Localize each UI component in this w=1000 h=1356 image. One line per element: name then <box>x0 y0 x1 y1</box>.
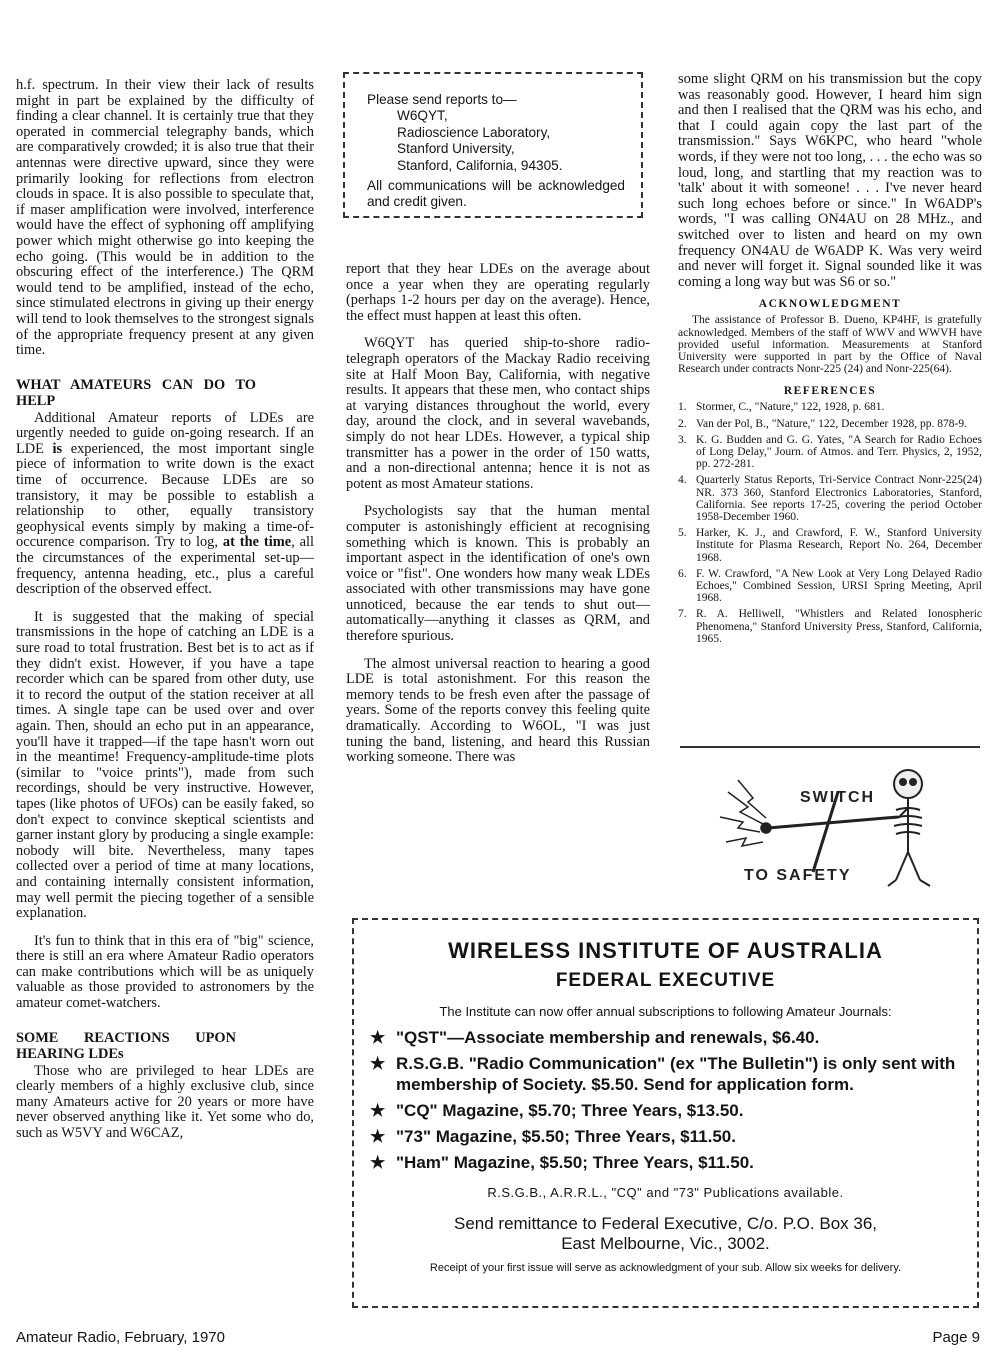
ad-item-text: "QST"—Associate membership and renewals, $6.40. <box>396 1028 820 1047</box>
acknowledgment-heading: ACKNOWLEDGMENT <box>758 298 902 311</box>
paragraph-help-3: It's fun to think that in this era of "big" science, there is still an era where Amateur Radio operators can make contributions which will be as uniquely valuable as those provided to astronomers by the amateur comet-watchers. <box>16 932 314 1012</box>
ad-subscription-list <box>354 1027 977 1173</box>
reports-notice-box <box>343 72 643 218</box>
acknowledgment-text: The assistance of Professor B. Dueno, KP4HF, is gratefully acknowledged. Members of the staff of WWV and WWVH have provided useful information. Measurements at Stanford University were supported in part by the Office of Naval Research under contracts Nonr-225 (24) and Nonr-225(64). <box>678 314 982 376</box>
paragraph-mid-2: W6QYT has queried ship-to-shore radio-telegraph operators of the Mackay Radio receiving site at Half Moon Bay, California, with negative results. It appears that these men, who contact ships at varying distances throughout the world, every day, around the clock, and in several wavebands, simply do not hear LDEs. However, a typical ship transmitter has a power in the order of 150 watts, and a non-directional antenna; hence it is not as potent as most Amateur stations. <box>346 335 650 492</box>
text-span: experienced, the most important single piece of information to write down is the exact time of occurrence. Because LDEs are so transistory, it may be possible to establish a relationship to other, equally transistory geophysical events simply by making a time-of-occurence comparison. Try to log, <box>16 440 314 551</box>
references-heading: REFERENCES <box>783 385 877 398</box>
star-icon: ★ <box>370 1127 386 1146</box>
ad-item-ham <box>370 1152 977 1173</box>
ad-item-cq <box>370 1100 977 1121</box>
star-icon: ★ <box>370 1153 386 1172</box>
ad-item-73 <box>370 1126 977 1147</box>
reference-number: 2. <box>678 417 687 430</box>
ad-publications: R.S.G.B., A.R.R.L., "CQ" and "73" Publications available. <box>487 1185 844 1200</box>
reference-text: Quarterly Status Reports, Tri-Service Contract Nonr-225(24) NR. 373 360, Stanford Electronics Laboratories, Stanford, California. See reports 17-25, covering the period October 1958-December 1960. <box>696 474 982 523</box>
paragraph-mid-3: Psychologists say that the human mental computer is astonishingly efficient at recognising something which is known. This is probably an important aspect in the identification of one's own voice or "fist". One wonders how many weak LDEs associated with other transmissions may have gone unnoticed, because the ear tends to shut out—automatically—anything it classes as QRM, and therefore spurious. <box>346 503 650 645</box>
ad-title: WIRELESS INSTITUTE OF AUSTRALIA <box>448 938 883 963</box>
reference-number: 1. <box>678 401 687 414</box>
heading-some-reactions: SOME REACTIONS UPON HEARING LDEs <box>16 1029 236 1062</box>
spark-icon <box>720 780 771 846</box>
reference-item <box>678 568 982 605</box>
references-list <box>678 401 982 645</box>
safety-word-switch: SWITCH <box>800 789 876 806</box>
reference-text: Van der Pol, B., "Nature," 122, December 1928, pp. 878-9. <box>696 417 967 430</box>
footer-publication: Amateur Radio, February, 1970 <box>16 1329 225 1346</box>
reference-text: Harker, K. J., and Crawford, F. W., Stanford University Institute for Plasma Research, Report No. 264, December 1968. <box>696 527 982 564</box>
notice-address-city: Stanford, California, 94305. <box>397 157 563 173</box>
ad-remittance-line-2: East Melbourne, Vic., 3002. <box>561 1234 770 1253</box>
ad-receipt-note: Receipt of your first issue will serve as acknowledgment of your sub. Allow six weeks for delivery. <box>429 1262 902 1274</box>
reference-item <box>678 527 982 564</box>
paragraph-intro: h.f. spectrum. In their view their lack of results might in part be explained by the difficulty of finding a clear channel. It is certainly true that they operated in commercial telegraphy bands, which are comparatively crowded; it is also true that their antennas were directive upward, since they were primarily looking for reflections from electron clouds in space. It is also possible to speculate that, if maser amplification were involved, interference would have the effect of syphoning off amplifying power which might otherwise go into keeping the echo going. (This would be in addition to the obscuring effect of the interference.) The QRM would tend to be amplified, instead of the echo, since stimulated electrons in giving up their energy will tend to look themselves to the strongest signals of the appropriate frequency present at any given time. <box>16 77 314 359</box>
reference-item <box>678 401 982 413</box>
ad-item-text: R.S.G.B. "Radio Communication" (ex "The Bulletin") is only sent with membership of Society. $5.50. Send for application form. <box>396 1054 956 1094</box>
notice-address-lab: Radioscience Laboratory, <box>397 124 551 140</box>
reference-text: K. G. Budden and G. G. Yates, "A Search for Radio Echoes of Long Delay," Journ. of Atmos. and Terr. Physics, 2, 1952, pp. 272-281. <box>696 433 982 471</box>
paragraph-mid-1: report that they hear LDEs on the average about once a year when they are operating regularly (perhaps 1-2 hours per day on the average). Hence, the effect must happen at least this often. <box>346 261 650 324</box>
reference-number: 6. <box>678 567 687 580</box>
text-span: , all the circumstances of the experimental set-up—frequency, antenna heading, etc., plus a careful description of the observed effect. <box>16 534 315 598</box>
emphasis-at-the-time: at the time <box>222 534 292 551</box>
ad-item-text: "Ham" Magazine, $5.50; Three Years, $11.50. <box>396 1153 754 1172</box>
notice-address-university: Stanford University, <box>397 141 515 157</box>
skeleton-icon <box>888 770 930 886</box>
reference-item <box>678 418 982 430</box>
wia-advertisement <box>352 918 979 1308</box>
star-icon: ★ <box>370 1054 386 1073</box>
heading-what-amateurs-can-do: WHAT AMATEURS CAN DO TO HELP <box>16 376 256 409</box>
column-divider-rule <box>680 746 980 748</box>
footer-page-number: Page 9 <box>932 1329 980 1346</box>
switch-to-safety-illustration <box>708 762 958 892</box>
ad-intro: The Institute can now offer annual subscriptions to following Amateur Journals: <box>439 1004 892 1019</box>
reference-text: Stormer, C., "Nature," 122, 1928, p. 681. <box>696 401 885 414</box>
emphasis-is: is <box>52 440 63 457</box>
paragraph-react-1: Those who are privileged to hear LDEs are clearly members of a highly exclusive club, since many Amateurs active for 20 years or more have never observed anything like it. Yet some who do, such as W5VY and W6CAZ, <box>16 1062 314 1142</box>
ad-subtitle: FEDERAL EXECUTIVE <box>555 970 776 991</box>
column-right <box>678 72 982 649</box>
text-span: Additional Amateur reports of LDEs are urgently needed to guide on-going research. If an LDE <box>16 409 314 457</box>
reference-number: 3. <box>678 433 687 446</box>
ad-item-text: "CQ" Magazine, $5.70; Three Years, $13.50. <box>396 1101 744 1120</box>
notice-communications: All communications will be acknowledged and credit given. <box>367 178 625 210</box>
ad-remittance-line-1: Send remittance to Federal Executive, C/o. P.O. Box 36, <box>453 1214 878 1233</box>
reference-number: 5. <box>678 527 687 540</box>
reference-number: 4. <box>678 474 687 487</box>
star-icon: ★ <box>370 1101 386 1120</box>
reference-text: F. W. Crawford, "A New Look at Very Long Delayed Radio Echoes," Combined Session, URSI Spring Meeting, April 1968. <box>696 567 982 605</box>
paragraph-right-1: some slight QRM on his transmission but the copy was reasonably good. However, I heard him sign and then I realised that the QRM was his echo, and that I could again copy the last part of the transmission." Says W6KPC, who heard "whole words, if they were not too long, . . . the echo was so loud, long, and startling that my reaction was to 'talk' about it with someone! . . . I've never heard such long echoes before or since." In W6ADP's words, "I was calling ON4AU on 28 MHz., and switched over to listen and heard on my own frequency ON4AU de W6ADP K. Was very weird and never will forget it. Signal sounded like it was coming a long way but was S6 or so." <box>678 71 982 290</box>
switch-arm-icon <box>768 817 898 828</box>
paragraph-help-2: It is suggested that the making of special transmissions in the hope of catching an LDE is a sure road to total frustration. Best bet is to act as if they didn't exist. However, if you have a tape recorder which can be spared from other duty, use it to record the output of the station receiver at all times. A single tape can be used over and over again. Then, should an echo put in an appearance, you'll have it trapped—if the tape hasn't worn out in the meantime! Frequency-amplitude-time plots (similar to "voice prints"), made from such recordings, should be very instructive. However, tapes (like photos of UFOs) can be easily faked, so don't expect to convince skeptical scientists and garner instant glory by producing a single example: nobody will bite. Nevertheless, many tapes collected over a period of time at many locations, and containing internally consistent information, may well permit the piecing together of a sensible explanation. <box>16 608 314 922</box>
star-icon: ★ <box>370 1028 386 1047</box>
safety-word-to-safety: TO SAFETY <box>744 867 852 884</box>
reference-item <box>678 474 982 523</box>
paragraph-help-1 <box>16 411 314 598</box>
reference-text: R. A. Helliwell, "Whistlers and Related Ionospheric Phenomena," Stanford University Press, Stanford, California, 1965. <box>696 608 982 645</box>
notice-line: Please send reports to— <box>367 92 517 107</box>
reference-number: 7. <box>678 608 687 621</box>
ad-item-text: "73" Magazine, $5.50; Three Years, $11.50. <box>396 1127 736 1146</box>
ad-item-rsgb <box>370 1053 977 1095</box>
notice-address-callsign: W6QYT, <box>397 108 448 124</box>
reference-item <box>678 608 982 645</box>
column-left <box>16 78 314 1142</box>
column-middle <box>346 262 650 766</box>
paragraph-mid-4: The almost universal reaction to hearing a good LDE is total astonishment. For this reason the memory tends to be fresh even after the passage of years. Some of the reports convey this feeling quite dramatically. According to W6OL, "I was just tuning the band, listening, and heard this Russian working someone. There was <box>346 655 650 766</box>
ad-item-qst <box>370 1027 977 1048</box>
reference-item <box>678 434 982 471</box>
